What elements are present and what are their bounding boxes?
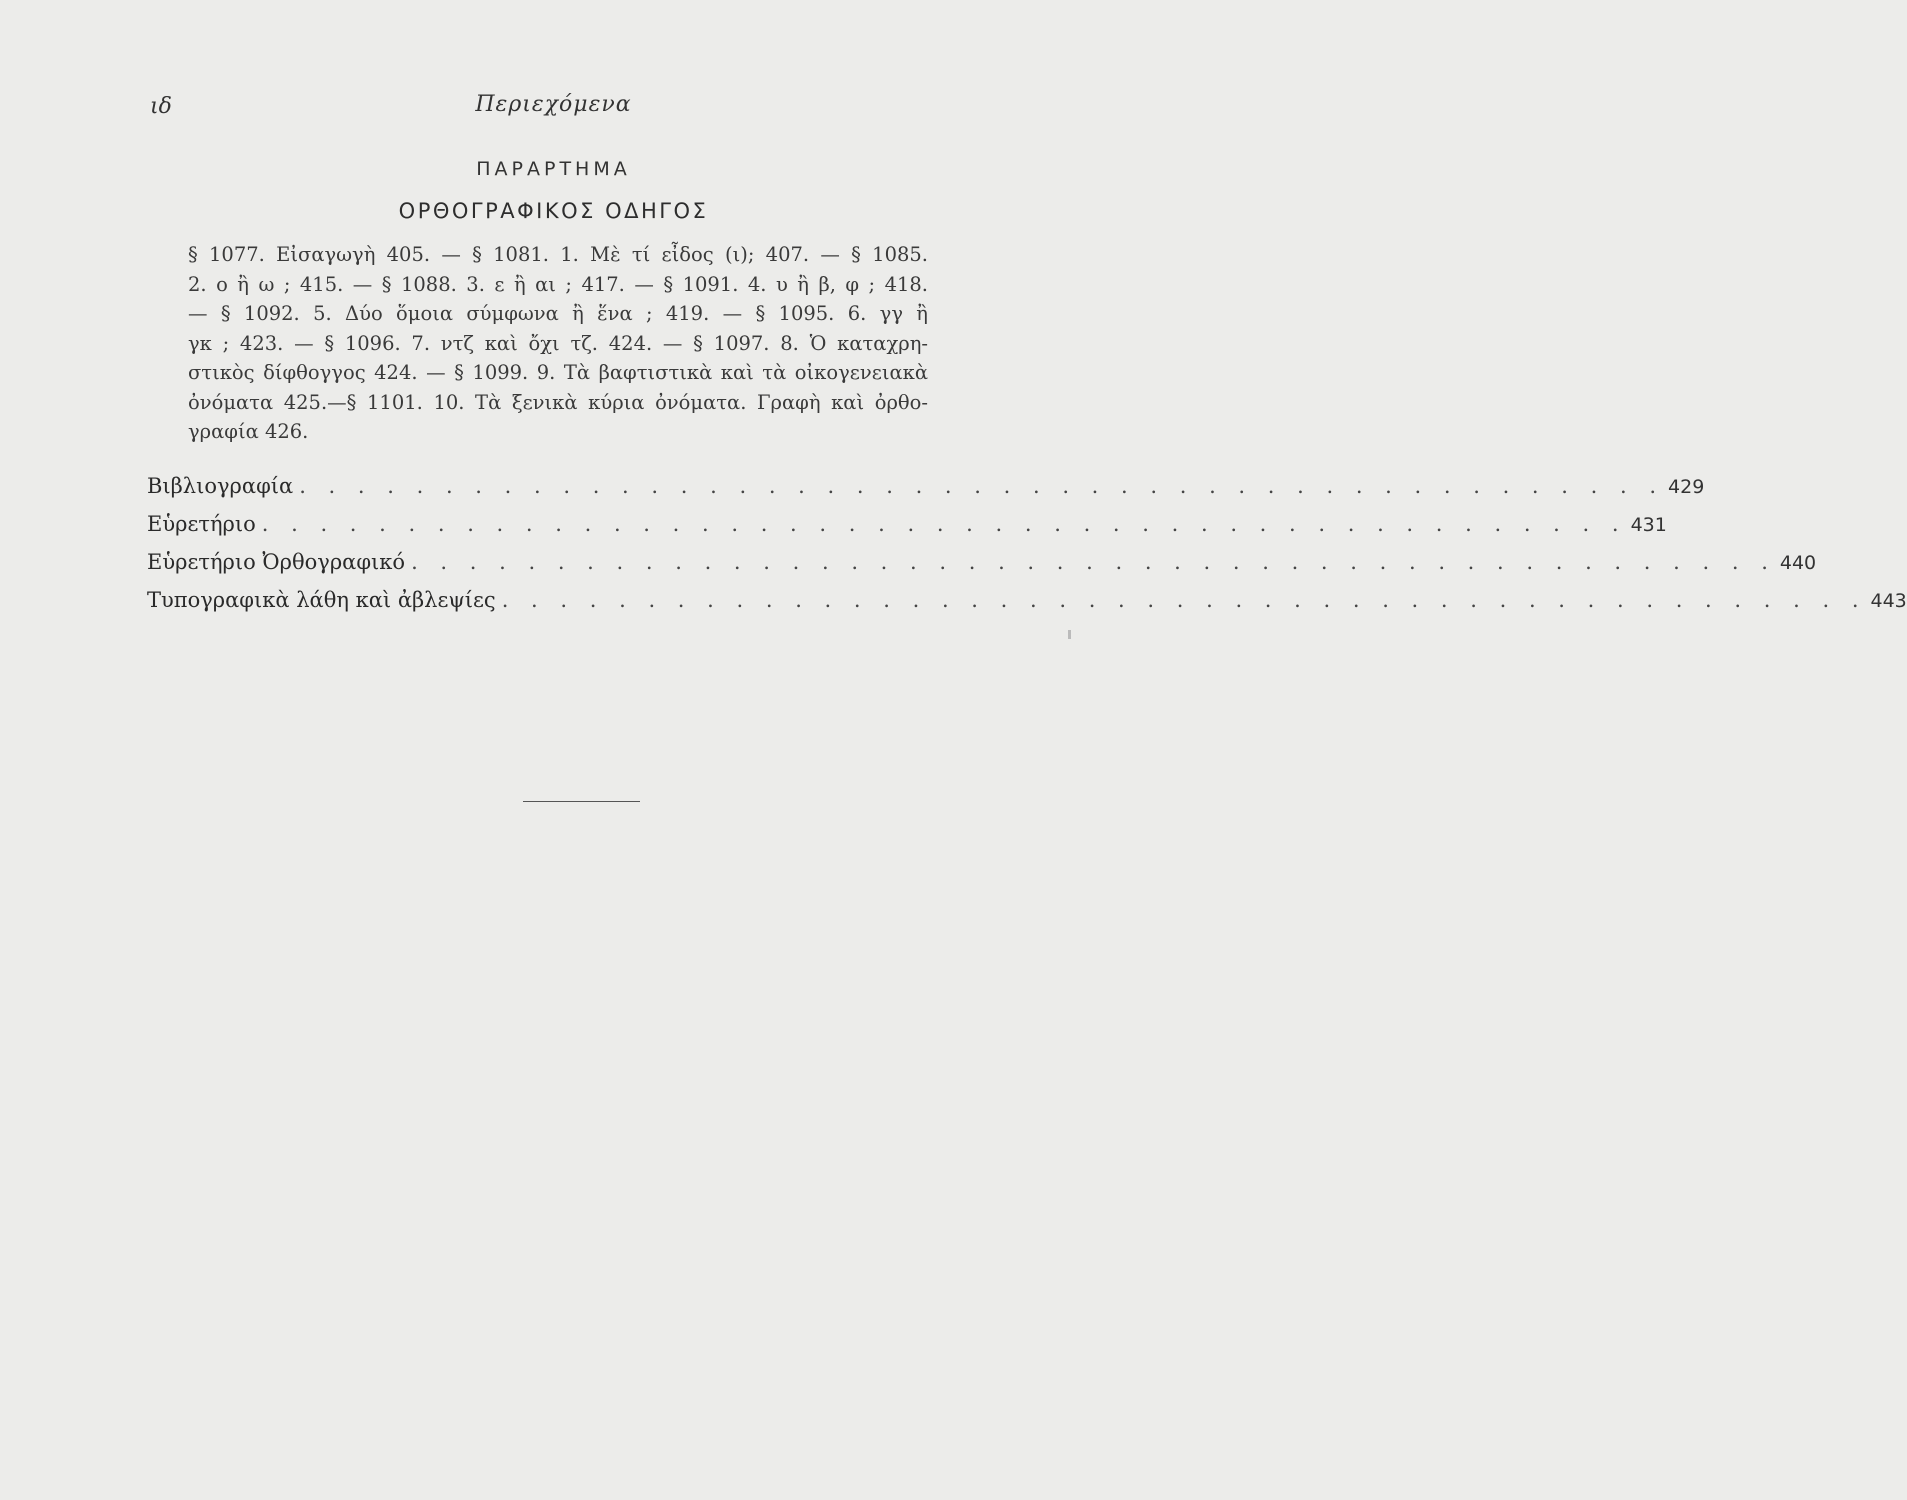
table-of-contents — [147, 474, 1907, 626]
paragraph-line: 2. ο ἢ ω ; 415. — § 1088. 3. ε ἢ αι ; 417. — § 1091. 4. υ ἢ β, φ ; 418. — [188, 272, 928, 296]
section-subtitle: ΟΡΘΟΓΡΑΦΙΚΟΣ ΟΔΗΓΟΣ — [398, 199, 709, 223]
toc-leader-dots: . . . . . . . . . . . . . . . . . . . . . . . . . . . . . . . . . . . . . . . . . . . . . . . — [261, 512, 1627, 536]
toc-entry-errata — [147, 588, 1907, 626]
appendix-contents-paragraph — [188, 240, 928, 447]
toc-entry-label: Βιβλιογραφία — [147, 474, 294, 498]
paragraph-line: § 1077. Εἰσαγωγὴ 405. — § 1081. 1. Μὲ τί εἶδος (ι); 407. — § 1085. — [188, 243, 928, 266]
toc-leader-dots: . . . . . . . . . . . . . . . . . . . . . . . . . . . . . . . . . . . . . . . . . . . . . . . — [411, 550, 1776, 574]
toc-entry-label: Εὑρετήριο Ὀρθογραφικό — [147, 550, 406, 574]
page-speck — [1068, 630, 1071, 639]
paragraph-line: γκ ; 423. — § 1096. 7. ντζ καὶ ὄχι τζ. 424. — § 1097. 8. Ὁ καταχρη- — [188, 331, 928, 355]
toc-entry-bibliography — [147, 474, 1705, 512]
toc-entry-page: 440 — [1779, 552, 1817, 574]
section-divider — [523, 801, 640, 802]
running-title: Περιεχόμενα — [475, 92, 632, 117]
toc-leader-dots: . . . . . . . . . . . . . . . . . . . . . . . . . . . . . . . . . . . . . . . . . . . . . . . — [299, 474, 1665, 498]
toc-entry-page: 429 — [1668, 476, 1705, 498]
toc-entry-index — [147, 512, 1667, 550]
paragraph-line: γραφία 426. — [188, 420, 309, 443]
toc-entry-label: Τυπογραφικὰ λάθη καὶ ἀβλεψίες — [147, 588, 496, 612]
toc-entry-orthographic-index — [147, 550, 1817, 588]
toc-leader-dots: . . . . . . . . . . . . . . . . . . . . . . . . . . . . . . . . . . . . . . . . . . . . . . . — [501, 588, 1867, 612]
toc-entry-label: Εὑρετήριο — [147, 512, 256, 536]
paragraph-line: — § 1092. 5. Δύο ὅμοια σύμφωνα ἢ ἕνα ; 419. — § 1095. 6. γγ ἢ — [188, 302, 928, 325]
paragraph-line: ὀνόματα 425.—§ 1101. 10. Τὰ ξενικὰ κύρια ὀνόματα. Γραφὴ καὶ ὀρθο- — [188, 390, 928, 414]
toc-entry-page: 443 — [1870, 590, 1907, 612]
section-title: ΠΑΡΑΡΤΗΜΑ — [476, 158, 631, 180]
paragraph-line: στικὸς δίφθογγος 424. — § 1099. 9. Τὰ βαφτιστικὰ καὶ τὰ οἰκογενειακὰ — [188, 361, 928, 384]
page-number: ιδ — [150, 94, 172, 119]
toc-entry-page: 431 — [1630, 514, 1667, 536]
